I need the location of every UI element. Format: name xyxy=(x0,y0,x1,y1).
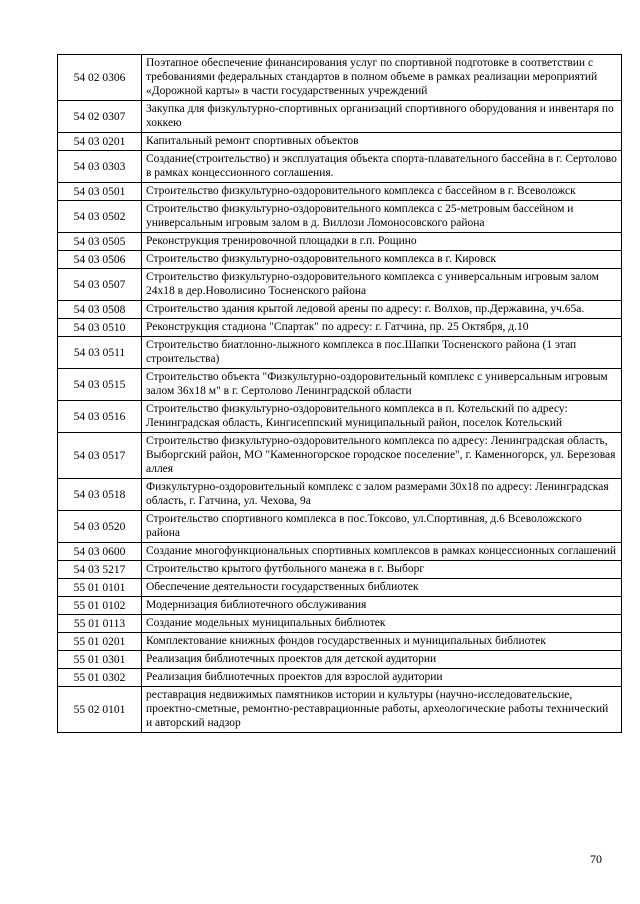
table-row xyxy=(58,269,622,301)
classification-code: 54 03 0505 xyxy=(58,233,142,251)
classification-code: 54 02 0306 xyxy=(58,55,142,101)
classification-code: 55 01 0113 xyxy=(58,615,142,633)
item-description: Реализация библиотечных проектов для детской аудитории xyxy=(142,651,622,669)
table-row xyxy=(58,301,622,319)
item-description: Реконструкция тренировочной площадки в г.п. Рощино xyxy=(142,233,622,251)
item-description: Физкультурно-оздоровительный комплекс с залом размерами 30х18 по адресу: Ленинградская область, г. Гатчина, ул. Чехова, 9а xyxy=(142,479,622,511)
table-row xyxy=(58,319,622,337)
item-description: Обеспечение деятельности государственных библиотек xyxy=(142,579,622,597)
table-row xyxy=(58,133,622,151)
item-description: Строительство крытого футбольного манежа в г. Выборг xyxy=(142,561,622,579)
table-row xyxy=(58,561,622,579)
budget-classification-table xyxy=(57,54,622,733)
table-row xyxy=(58,687,622,733)
classification-code: 55 01 0101 xyxy=(58,579,142,597)
item-description: Строительство физкультурно-оздоровительного комплекса с 25-метровым бассейном и универсальным игровым залом в д. Виллози Ломоносовского района xyxy=(142,201,622,233)
item-description: Создание(строительство) и эксплуатация объекта спорта-плавательного бассейна в г. Сертолово в рамках концессионного соглашения. xyxy=(142,151,622,183)
table-row xyxy=(58,151,622,183)
table-row xyxy=(58,615,622,633)
table-row xyxy=(58,201,622,233)
item-description: Реконструкция стадиона "Спартак" по адресу: г. Гатчина, пр. 25 Октября, д.10 xyxy=(142,319,622,337)
item-description: Строительство объекта "Физкультурно-оздоровительный комплекс с универсальным игровым залом 36х18 м" в г. Сертолово Ленинградской области xyxy=(142,369,622,401)
classification-code: 54 03 0502 xyxy=(58,201,142,233)
classification-code: 54 03 0508 xyxy=(58,301,142,319)
classification-code: 54 03 0506 xyxy=(58,251,142,269)
table-row xyxy=(58,433,622,479)
classification-code: 54 03 0518 xyxy=(58,479,142,511)
table-row xyxy=(58,479,622,511)
table-row xyxy=(58,233,622,251)
table-row xyxy=(58,183,622,201)
item-description: Строительство спортивного комплекса в пос.Токсово, ул.Спортивная, д.6 Всеволожского района xyxy=(142,511,622,543)
item-description: Строительство физкультурно-оздоровительного комплекса с бассейном в г. Всеволожск xyxy=(142,183,622,201)
classification-code: 54 03 0303 xyxy=(58,151,142,183)
classification-code: 54 03 0520 xyxy=(58,511,142,543)
classification-code: 55 01 0201 xyxy=(58,633,142,651)
classification-code: 54 03 0510 xyxy=(58,319,142,337)
classification-code: 54 03 0600 xyxy=(58,543,142,561)
item-description: Создание многофункциональных спортивных комплексов в рамках концессионных соглашений xyxy=(142,543,622,561)
table-row xyxy=(58,337,622,369)
table-row xyxy=(58,669,622,687)
item-description: Капитальный ремонт спортивных объектов xyxy=(142,133,622,151)
page-number: 70 xyxy=(590,852,602,866)
item-description: Поэтапное обеспечение финансирования услуг по спортивной подготовке в соответствии с требованиями федеральных стандартов в полном объеме в рамках реализации мероприятий «Дорожной карты» в части государственных учреждений xyxy=(142,55,622,101)
classification-code: 55 01 0301 xyxy=(58,651,142,669)
item-description: Строительство физкультурно-оздоровительного комплекса в п. Котельский по адресу: Ленинградская область, Кингисеппский муниципальный район, поселок Котельский xyxy=(142,401,622,433)
table-row xyxy=(58,579,622,597)
item-description: Строительство здания крытой ледовой арены по адресу: г. Волхов, пр.Державина, уч.65а. xyxy=(142,301,622,319)
classification-code: 54 02 0307 xyxy=(58,101,142,133)
classification-code: 54 03 0511 xyxy=(58,337,142,369)
item-description: Закупка для физкультурно-спортивных организаций спортивного оборудования и инвентаря по хоккею xyxy=(142,101,622,133)
table-row xyxy=(58,55,622,101)
classification-code: 54 03 0507 xyxy=(58,269,142,301)
table-row xyxy=(58,633,622,651)
classification-code: 54 03 0516 xyxy=(58,401,142,433)
item-description: Строительство физкультурно-оздоровительного комплекса в г. Кировск xyxy=(142,251,622,269)
table-row xyxy=(58,651,622,669)
classification-code: 55 02 0101 xyxy=(58,687,142,733)
item-description: Строительство физкультурно-оздоровительного комплекса с универсальным игровым залом 24х18 в дер.Новолисино Тосненского района xyxy=(142,269,622,301)
item-description: реставрация недвижимых памятников истории и культуры (научно-исследовательские, проектно-сметные, ремонтно-реставрационные работы, археологические работы технический и авторский надзор xyxy=(142,687,622,733)
document-page xyxy=(57,54,622,733)
classification-code: 54 03 0515 xyxy=(58,369,142,401)
table-row xyxy=(58,511,622,543)
item-description: Комплектование книжных фондов государственных и муниципальных библиотек xyxy=(142,633,622,651)
table-row xyxy=(58,369,622,401)
classification-code: 54 03 0201 xyxy=(58,133,142,151)
classification-code: 55 01 0102 xyxy=(58,597,142,615)
classification-code: 54 03 5217 xyxy=(58,561,142,579)
classification-code: 54 03 0501 xyxy=(58,183,142,201)
table-row xyxy=(58,251,622,269)
item-description: Создание модельных муниципальных библиотек xyxy=(142,615,622,633)
item-description: Реализация библиотечных проектов для взрослой аудитории xyxy=(142,669,622,687)
table-row xyxy=(58,543,622,561)
table-row xyxy=(58,101,622,133)
item-description: Строительство биатлонно-лыжного комплекса в пос.Шапки Тосненского района (1 этап строительства) xyxy=(142,337,622,369)
classification-code: 54 03 0517 xyxy=(58,433,142,479)
table-row xyxy=(58,401,622,433)
item-description: Модернизация библиотечного обслуживания xyxy=(142,597,622,615)
classification-code: 55 01 0302 xyxy=(58,669,142,687)
table-row xyxy=(58,597,622,615)
item-description: Строительство физкультурно-оздоровительного комплекса по адресу: Ленинградская область, Выборгский район, МО "Каменногорское городское поселение", г. Каменногорск, ул. Березовая аллея xyxy=(142,433,622,479)
